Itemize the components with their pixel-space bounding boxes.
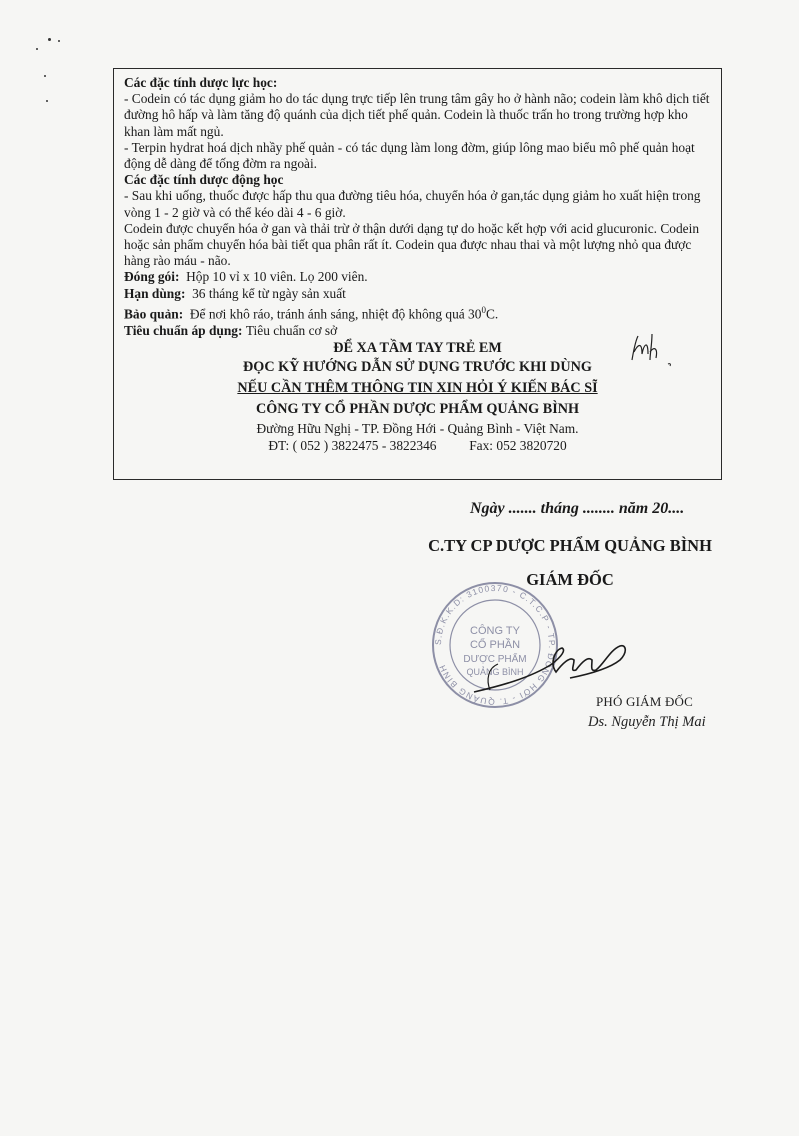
packing-value: Hộp 10 vỉ x 10 viên. Lọ 200 viên. (186, 269, 368, 285)
storage-degree: 0 (481, 304, 486, 315)
scan-speck (58, 40, 60, 42)
storage-label: Bảo quản: (124, 306, 184, 322)
handwritten-initials (626, 330, 686, 370)
warning-ask-doctor: NẾU CẦN THÊM THÔNG TIN XIN HỎI Ý KIẾN BÁC SĨ (237, 379, 598, 396)
pharmacodynamics-heading: Các đặc tính dược lực học: (124, 75, 278, 90)
manufacturer-phone: ĐT: ( 052 ) 3822475 - 3822346 (268, 437, 437, 453)
pharmacodynamics-codein: - Codein có tác dụng giảm ho do tác dụng trực tiếp lên trung tâm gây ho ở hành não; codein làm khô dịch tiết đường hô hấp và làm tăng độ quánh của dịch tiết phế quản. Codein là thuốc trấn ho trong trường hợp kho khan làm mất ngủ. (124, 91, 710, 139)
stamp-line-1: CÔNG TY (470, 625, 520, 637)
stamp-line-4: QUẢNG BÌNH (466, 667, 524, 677)
packing-row (124, 269, 711, 285)
signer-name: Ds. Nguyễn Thị Mai (588, 714, 706, 730)
storage-unit: C. (485, 306, 499, 322)
pharmacokinetics-heading: Các đặc tính dược động học (124, 172, 284, 188)
pharmacodynamics-terpin: - Terpin hydrat hoá dịch nhầy phế quản - có tác dụng làm long đờm, giúp lông mao biểu mô phế quản hoạt động dễ dàng để tống đờm ra ngoài. (124, 139, 695, 172)
scan-speck (36, 48, 38, 50)
leaflet-info-box (113, 68, 722, 480)
storage-row (124, 302, 711, 323)
expiry-row (124, 286, 711, 302)
stamp-line-2: CỔ PHẦN (469, 639, 521, 651)
warning-keep-away: ĐỂ XA TẦM TAY TRẺ EM (333, 339, 502, 356)
scan-speck (48, 38, 51, 41)
director-title: GIÁM ĐỐC (526, 570, 614, 589)
signing-company: C.TY CP DƯỢC PHẨM QUẢNG BÌNH (428, 536, 712, 555)
scan-speck (46, 100, 48, 102)
storage-value: Để nơi khô ráo, tránh ánh sáng, nhiệt độ không quá 30 (189, 306, 482, 322)
expiry-value: 36 tháng kể từ ngày sản xuất (192, 285, 346, 301)
standard-value: Tiêu chuẩn cơ sở (245, 322, 338, 338)
expiry-label: Hạn dùng: (124, 285, 186, 301)
pharmacokinetics-absorption: - Sau khi uống, thuốc được hấp thu qua đường tiêu hóa, chuyển hóa ở gan,tác dụng giảm ho xuất hiện trong vòng 1 - 2 giờ và có thể kéo dài 4 - 6 giờ. (124, 188, 701, 220)
stamp-line-3: DƯỢC PHẨM (463, 654, 527, 665)
warnings-block (124, 339, 711, 454)
vice-director-title: PHÓ GIÁM ĐỐC (596, 694, 694, 709)
initials-scribble (626, 330, 686, 370)
manufacturer-address: Đường Hữu Nghị - TP. Đồng Hới - Quảng Bình - Việt Nam. (256, 420, 579, 436)
scan-speck (44, 75, 46, 77)
pharmacokinetics-metabolism: Codein được chuyển hóa ở gan và thải trừ ở thận dưới dạng tự do hoặc kết hợp với acid glucuronic. Codein hoặc sản phẩm chuyển hóa bài tiết qua phân rất ít. Codein qua được nhau thai và một lượng nhỏ qua được hàng rào máu - não. (124, 220, 700, 269)
standard-label: Tiêu chuẩn áp dụng: (124, 322, 243, 338)
warning-read-instructions: ĐỌC KỸ HƯỚNG DẪN SỬ DỤNG TRƯỚC KHI DÙNG (243, 358, 592, 375)
stamp-ring-text: S.Đ.K.K.D: 3100370 - C.T.C.P - TP. ĐỒNG HỚI - T. QUẢNG BÌNH (432, 582, 558, 708)
manufacturer-fax: Fax: 052 3820720 (469, 437, 567, 453)
date-line: Ngày ....... tháng ........ năm 20.... (470, 500, 685, 517)
packing-label: Đóng gói: (124, 269, 180, 285)
manufacturer-contact (124, 437, 711, 454)
standard-row (124, 323, 711, 339)
manufacturer-name: CÔNG TY CỔ PHẦN DƯỢC PHẨM QUẢNG BÌNH (255, 400, 580, 417)
